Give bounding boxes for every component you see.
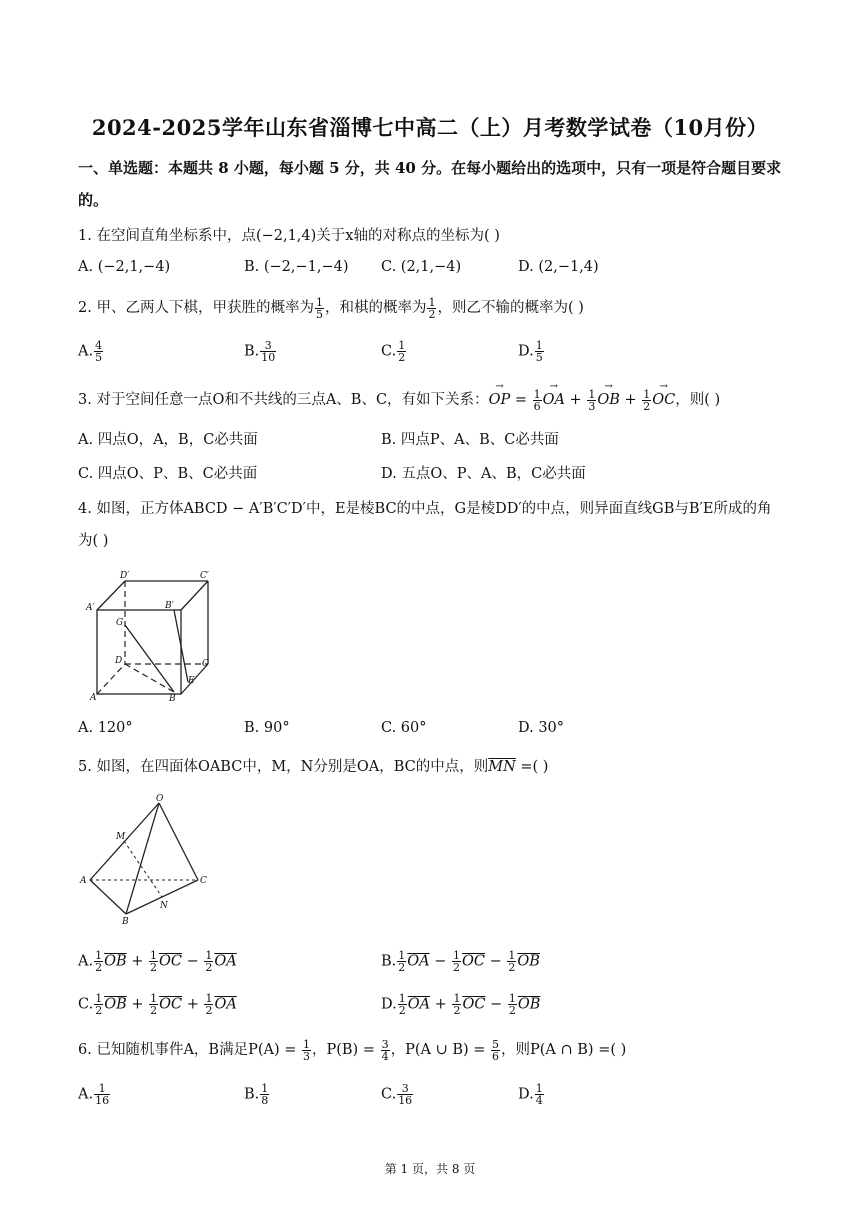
q5-option-b: B. $\frac{1}{2}$ $\overline{OA}$ − $\frac{1}{2}$ $\overline{OC}$ − $\frac{1}{2}$ $\overline{OB}$	[381, 949, 540, 974]
q1-option-a: A. (−2,1,−4)	[78, 259, 171, 275]
question-5-stem: 5. 如图，在四面体OABC中，M，N分别是OA，BC的中点，则$\overline{MN}$ =( )	[78, 759, 549, 775]
cube-label-bp: B′	[165, 601, 174, 611]
tetra-label-m: M	[116, 832, 126, 842]
cube-label-b: B	[169, 694, 176, 704]
q5-option-a: A. $\frac{1}{2}$ $\overline{OB}$ + $\frac{1}{2}$ $\overline{OC}$ − $\frac{1}{2}$ $\overline{OA}$	[78, 949, 237, 974]
cube-label-e: E	[188, 676, 195, 686]
page-title: 2024-2025学年山东省淄博七中高二（上）月考数学试卷（10月份）	[91, 115, 769, 140]
cube-label-cp: C′	[200, 571, 209, 581]
question-6-stem: 6. 已知随机事件A，B满足P(A) = $\frac{1}{3}$ ，P(B) = $\frac{3}{4}$ ，P(A ∪ B) = $\frac{5}{6}$ ，则P(A ∩ B) =( )	[78, 1037, 627, 1063]
section-heading: 一、单选题：本题共 8 小题，每小题 5 分，共 40 分。在每小题给出的选项中，只有一项是符合题目要求	[78, 159, 782, 177]
question-4-stem-cont: 为( )	[78, 533, 109, 549]
q4-option-b: B. 90°	[244, 720, 290, 736]
page-footer: 第 1 页，共 8 页	[384, 1162, 476, 1176]
q6-option-d: D. $\frac{1}{4}$	[518, 1082, 543, 1107]
question-2-stem: 2. 甲、乙两人下棋，甲获胜的概率为 $\frac{1}{5}$ ，和棋的概率为 $\frac{1}{2}$ ，则乙不输的概率为( )	[78, 295, 584, 321]
cube-label-a: A	[90, 693, 97, 703]
tetra-label-a: A	[80, 876, 87, 886]
question-4-stem: 4. 如图，正方体ABCD − A′B′C′D′中，E是棱BC的中点，G是棱DD′的中点，则异面直线GB与B′E所成的角	[78, 501, 772, 517]
cube-figure	[80, 570, 220, 706]
q4-option-a: A. 120°	[78, 720, 133, 736]
question-3-stem: 3. 对于空间任意一点O和不共线的三点A、B、C，有如下关系：→ OP = $\frac{1}{6}$ → OA + $\frac{1}{3}$ → OB + $\frac{1}{2}$ → OC，则( )	[78, 388, 720, 412]
cube-label-c: C	[202, 659, 209, 669]
cube-label-dp: D′	[120, 571, 130, 581]
q1-option-c: C. (2,1,−4)	[381, 259, 462, 275]
q6-option-b: B. $\frac{1}{8}$	[244, 1082, 269, 1107]
q4-option-c: C. 60°	[381, 720, 427, 736]
q3-option-a: A. 四点O，A，B，C必共面	[78, 432, 258, 448]
q1-option-b: B. (−2,−1,−4)	[244, 259, 349, 275]
cube-label-d: D	[115, 656, 123, 666]
section-heading-cont: 的。	[78, 191, 109, 209]
q6-option-a: A. $\frac{1}{16}$	[78, 1082, 110, 1107]
q5-option-c: C. $\frac{1}{2}$ $\overline{OB}$ + $\frac{1}{2}$ $\overline{OC}$ + $\frac{1}{2}$ $\overline{OA}$	[78, 992, 237, 1017]
q1-option-d: D. (2,−1,4)	[518, 259, 599, 275]
q2-option-a: A. $\frac{4}{5}$	[78, 339, 103, 364]
q6-option-c: C. $\frac{3}{16}$	[381, 1082, 413, 1107]
q4-option-d: D. 30°	[518, 720, 565, 736]
q2-option-d: D. $\frac{1}{5}$	[518, 339, 543, 364]
question-1-stem: 1. 在空间直角坐标系中，点(−2,1,4)关于x轴的对称点的坐标为( )	[78, 228, 500, 244]
tetra-label-o: O	[156, 794, 164, 804]
q3-option-d: D. 五点O、P、A、B，C必共面	[381, 466, 586, 482]
fraction: $\frac{1}{5}$	[315, 295, 323, 321]
tetrahedron-figure	[78, 790, 218, 926]
cube-label-g: G	[116, 618, 124, 628]
tetra-label-c: C	[200, 876, 207, 886]
q3-option-c: C. 四点O、P、B、C必共面	[78, 466, 258, 482]
q2-option-b: B. $\frac{3}{10}$	[244, 339, 276, 364]
q5-option-d: D. $\frac{1}{2}$ $\overline{OA}$ + $\frac{1}{2}$ $\overline{OC}$ − $\frac{1}{2}$ $\overline{OB}$	[381, 992, 541, 1017]
cube-label-ap: A′	[86, 603, 95, 613]
tetra-label-b: B	[122, 917, 129, 926]
tetra-label-n: N	[160, 901, 168, 911]
q3-option-b: B. 四点P、A、B、C必共面	[381, 432, 559, 448]
q2-option-c: C. $\frac{1}{2}$	[381, 339, 406, 364]
fraction: $\frac{1}{2}$	[428, 295, 436, 321]
